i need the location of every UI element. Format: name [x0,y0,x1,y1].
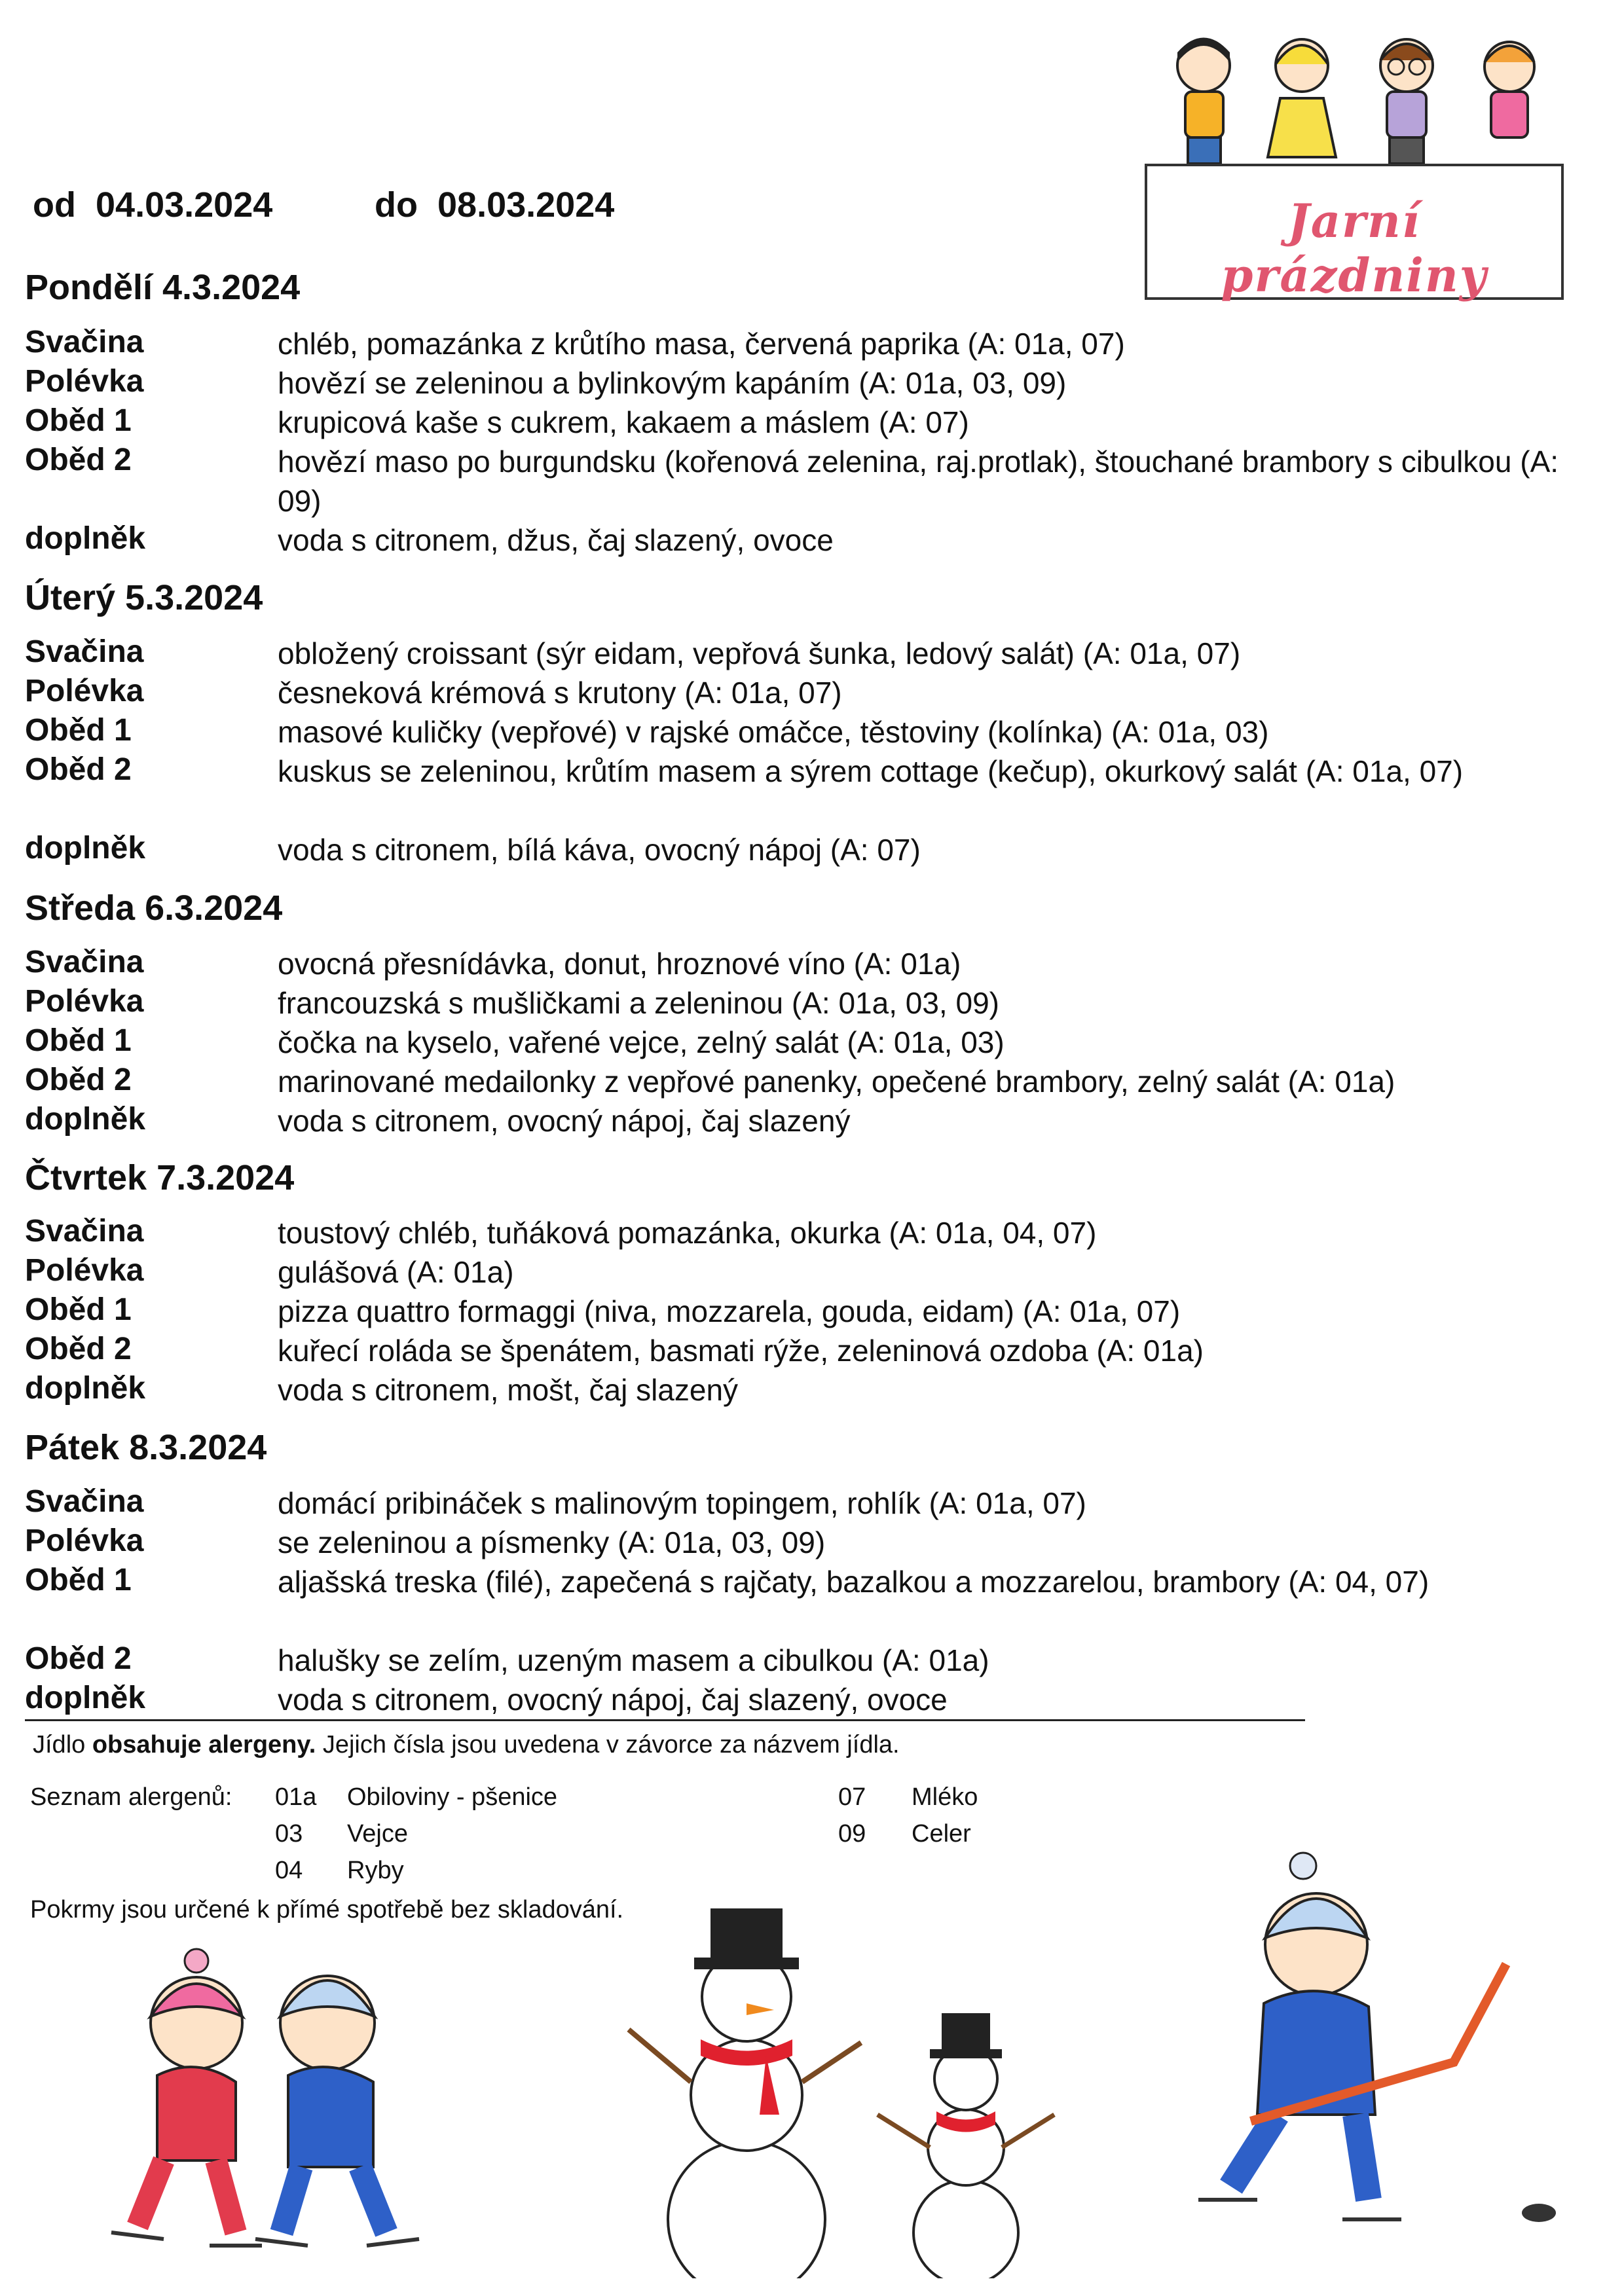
meal-text: ovocná přesnídávka, donut, hroznové víno (A: 01a) [278,947,961,981]
meal-text: kuřecí roláda se špenátem, basmati rýže, zeleninová ozdoba (A: 01a) [278,1334,1204,1368]
meal-label: doplněk [25,1102,146,1137]
divider [25,1719,1305,1721]
meal-label: Oběd 1 [25,403,132,438]
meal-text: krupicová kaše s cukrem, kakaem a máslem (A: 07) [278,405,969,439]
allergen-code: 09 [838,1820,866,1848]
allergen-note-suffix: Jejich čísla jsou uvedena v závorce za názvem jídla. [322,1731,900,1758]
hockey-kid-illustration [1153,1846,1559,2246]
meal-text: masové kuličky (vepřové) v rajské omáčce, těstoviny (kolínka) (A: 01a, 03) [278,715,1269,749]
day-title: Úterý 5.3.2024 [25,578,263,617]
meal-label: Oběd 2 [25,1332,132,1366]
meal-text: francouzská s mušličkami a zeleninou (A: 01a, 03, 09) [278,986,999,1020]
meal-text: voda s citronem, bílá káva, ovocný nápoj (A: 07) [278,833,921,867]
meal-text: hovězí maso po burgundsku (kořenová zelenina, raj.protlak), štouchané brambory s cibulkou (A: 09) [278,445,1559,518]
allergen-name: Obiloviny - pšenice [347,1783,558,1811]
meal-label: Svačina [25,634,144,669]
meal-text: voda s citronem, ovocný nápoj, čaj slazený [278,1104,851,1138]
meal-text: pizza quattro formaggi (niva, mozzarela, gouda, eidam) (A: 01a, 07) [278,1294,1181,1328]
meal-label: Svačina [25,945,144,979]
meal-label: Oběd 2 [25,443,132,477]
meal-label: Svačina [25,1484,144,1519]
meal-text: voda s citronem, džus, čaj slazený, ovoce [278,523,834,557]
meal-text: česneková krémová s krutony (A: 01a, 07) [278,676,842,710]
allergen-code: 07 [838,1783,866,1811]
meal-text: obložený croissant (sýr eidam, vepřová šunka, ledový salát) (A: 01a, 07) [278,636,1241,670]
meal-text: kuskus se zeleninou, krůtím masem a sýrem cottage (kečup), okurkový salát (A: 01a, 07) [278,754,1464,788]
allergen-name: Ryby [347,1857,404,1884]
date-to [375,185,614,225]
to-label: do [375,185,418,225]
allergen-code: 01a [275,1783,317,1811]
storage-note: Pokrmy jsou určené k přímé spotřebě bez skladování. [30,1896,624,1923]
meal-text: halušky se zelím, uzeným masem a cibulkou (A: 01a) [278,1643,989,1677]
holiday-sign [1145,164,1564,300]
allergen-list-title: Seznam alergenů: [30,1783,232,1811]
meal-label: Polévka [25,984,144,1019]
meal-label: Polévka [25,1253,144,1288]
meal-label: Polévka [25,364,144,399]
meal-text: voda s citronem, mošt, čaj slazený [278,1373,739,1407]
meal-label: Oběd 2 [25,752,132,787]
meal-label: Oběd 1 [25,1563,132,1597]
meal-label: doplněk [25,1371,146,1406]
skating-kids-illustration [85,1925,491,2265]
allergen-note-prefix: Jídlo [33,1731,86,1758]
allergen-note [33,1731,900,1759]
meal-text: čočka na kyselo, vařené vejce, zelný salát (A: 01a, 03) [278,1025,1005,1059]
from-date: 04.03.2024 [96,185,273,225]
meal-text: hovězí se zeleninou a bylinkovým kapáním (A: 01a, 03, 09) [278,366,1067,400]
meal-label: doplněk [25,831,146,866]
allergen-name: Vejce [347,1820,408,1848]
meal-label: Oběd 1 [25,1292,132,1327]
meal-label: Oběd 2 [25,1063,132,1097]
meal-label: Svačina [25,1214,144,1248]
allergen-code: 03 [275,1820,303,1848]
meal-label: Polévka [25,674,144,708]
meal-text: marinované medailonky z vepřové panenky, opečené brambory, zelný salát (A: 01a) [278,1065,1395,1099]
meal-text: toustový chléb, tuňáková pomazánka, okurka (A: 01a, 04, 07) [278,1216,1097,1250]
day-title: Středa 6.3.2024 [25,888,283,928]
allergen-note-bold: obsahuje alergeny. [92,1731,316,1758]
date-from [33,185,272,225]
to-date: 08.03.2024 [437,185,615,225]
meal-label: doplněk [25,1681,146,1715]
meal-text: voda s citronem, ovocný nápoj, čaj slazený, ovoce [278,1683,948,1717]
allergen-code: 04 [275,1857,303,1884]
meal-label: Oběd 1 [25,713,132,748]
meal-label: Svačina [25,325,144,359]
meal-text: chléb, pomazánka z krůtího masa, červená paprika (A: 01a, 07) [278,327,1125,361]
meal-text: domácí pribináček s malinovým topingem, rohlík (A: 01a, 07) [278,1486,1086,1520]
day-title: Čtvrtek 7.3.2024 [25,1158,295,1197]
meal-text: se zeleninou a písmenky (A: 01a, 03, 09) [278,1525,826,1559]
day-title: Pátek 8.3.2024 [25,1428,267,1467]
meal-label: doplněk [25,521,146,556]
meal-text: aljašská treska (filé), zapečená s rajčaty, bazalkou a mozzarelou, brambory (A: 04, 07) [278,1565,1430,1599]
meal-label: Oběd 1 [25,1023,132,1058]
holiday-sign-text: Jarní prázdniny [1221,194,1488,302]
meal-label: Polévka [25,1523,144,1558]
from-label: od [33,185,76,225]
day-title: Pondělí 4.3.2024 [25,268,301,307]
allergen-name: Celer [912,1820,971,1848]
meal-label: Oběd 2 [25,1641,132,1676]
meal-text: gulášová (A: 01a) [278,1255,514,1289]
allergen-name: Mléko [912,1783,978,1811]
kids-illustration [1139,26,1572,183]
snowmen-illustration [602,1899,1074,2278]
